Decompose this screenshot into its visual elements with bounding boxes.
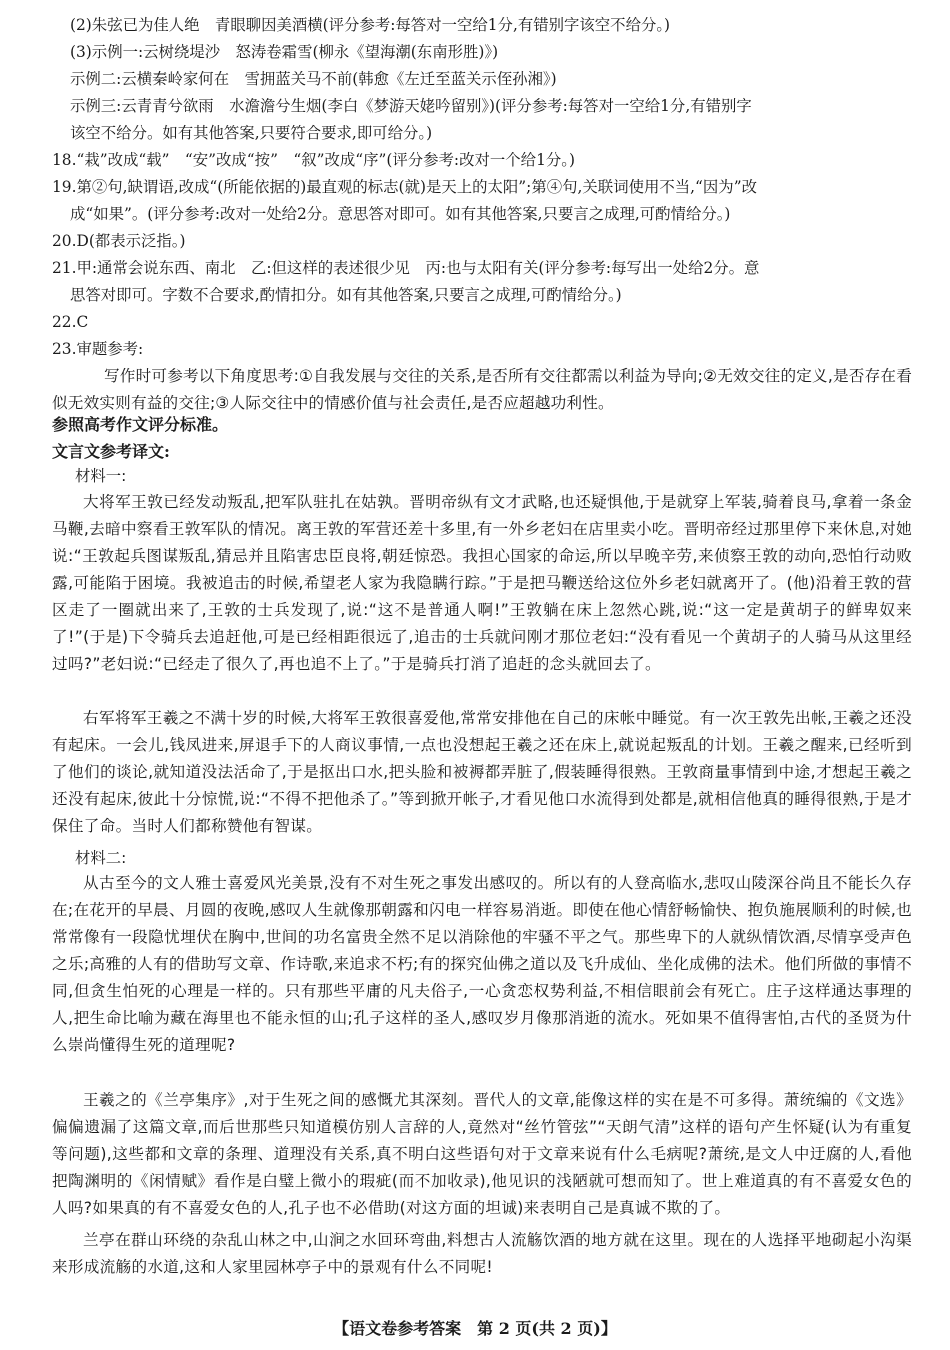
answer-23-paragraph: 写作时可参考以下角度思考:①自我发展与交往的关系,是否所有交往都需以利益为导向;②无效交往的定义,是否存在看似无效实则有益的交往;③人际交往中的情感价值与社会责任,是否应超越功利性。 xyxy=(52,367,912,412)
answer-18: 18.“栽”改成“载” “安”改成“按” “叙”改成“序”(评分参考:改对一个给1分。) xyxy=(52,151,575,169)
material-2-paragraph-3: 兰亭在群山环绕的杂乱山林之中,山涧之水回环弯曲,料想古人流觞饮酒的地方就在这里。现在的人选择平地砌起小沟渠来形成流觞的水道,这和人家里园林亭子中的景观有什么不同呢! xyxy=(52,1231,912,1276)
answer-23: 23.审题参考: xyxy=(52,340,144,358)
material-2-paragraph-1: 从古至今的文人雅士喜爱风光美景,没有不对生死之事发出感叹的。所以有的人登高临水,悲叹山陵深谷尚且不能长久存在;在花开的早晨、月圆的夜晚,感叹人生就像那朝露和闪电一样容易消逝。即使在他心情舒畅愉快、抱负施展顺利的时候,也常常像有一段隐忧埋伏在胸中,世间的功名富贵全然不足以消除他的牢骚不平之气。那些卑下的人就纵情饮酒,尽情享受声色之乐;高雅的人有的借助写文章、作诗歌,来追求不朽;有的探究仙佛之道以及飞升成仙、坐化成佛的法术。他们所做的事情不同,但贪生怕死的心理是一样的。只有那些平庸的凡夫俗子,一心贪恋权势利益,不相信眼前会有死亡。庄子这样通达事理的人,把生命比喻为藏在海里也不能永恒的山;孔子这样的圣人,感叹岁月像那消逝的流水。死如果不值得害怕,古代的圣贤为什么崇尚懂得生死的道理呢? xyxy=(52,874,912,1054)
material-2-paragraph-2: 王羲之的《兰亭集序》,对于生死之间的感慨尤其深刻。晋代人的文章,能像这样的实在是不可多得。萧统编的《文选》偏偏遗漏了这篇文章,而后世那些只知道模仿别人言辞的人,竟然对“丝竹管弦”“天朗气清”这样的语句产生怀疑(认为有重复等问题),这些都和文章的条理、道理没有关系,真不明白这些语句对于文章来说有什么毛病呢?萧统,是文人中迂腐的人,看他把陶渊明的《闲情赋》看作是白璧上微小的瑕疵(而不加收录),他见识的浅陋就可想而知了。世上难道真的有不喜爱女色的人吗?如果真的有不喜爱女色的人,孔子也不必借助(对这方面的坦诚)来表明自己是真诚不欺的了。 xyxy=(52,1091,912,1217)
material-1-paragraph-2: 右军将军王羲之不满十岁的时候,大将军王敦很喜爱他,常常安排他在自己的床帐中睡觉。有一次王敦先出帐,王羲之还没有起床。一会儿,钱凤进来,屏退手下的人商议事情,一点也没想起王羲之还在床上,就说起叛乱的计划。王羲之醒来,已经听到了他们的谈论,就知道没法活命了,于是抠出口水,把头脸和被褥都弄脏了,假装睡得很熟。王敦商量事情到中途,才想起王羲之还没有起床,彼此十分惊慌,说:“不得不把他杀了。”等到掀开帐子,才看见他口水流得到处都是,就相信他真的睡得很熟,于是才保住了命。当时人们都称赞他有智谋。 xyxy=(52,709,912,835)
translation-heading: 文言文参考译文: xyxy=(52,442,170,461)
essay-standard-heading: 参照高考作文评分标准。 xyxy=(52,415,229,434)
answer-17-2: (2)朱弦已为佳人绝 青眼聊因美酒横(评分参考:每答对一空给1分,有错别字该空不给分。) xyxy=(70,16,671,34)
answer-17-3-example-3: 示例三:云青青兮欲雨 水澹澹兮生烟(李白《梦游天姥吟留别》)(评分参考:每答对一空给1分,有错别字 该空不给分。如有其他答案,只要符合要求,即可给分。) xyxy=(70,97,752,142)
answer-17-3-example-1: (3)示例一:云树绕堤沙 怒涛卷霜雪(柳永《望海潮(东南形胜)》) xyxy=(70,43,499,61)
answer-20: 20.D(都表示泛指。) xyxy=(52,232,186,250)
material-1-label: 材料一: xyxy=(75,467,127,485)
material-1-paragraph-1: 大将军王敦已经发动叛乱,把军队驻扎在姑孰。晋明帝纵有文才武略,也还疑惧他,于是就穿上军装,骑着良马,拿着一条金马鞭,去暗中察看王敦军队的情况。离王敦的军营还差十多里,有一外乡老妇在店里卖小吃。晋明帝经过那里停下来休息,对她说:“王敦起兵图谋叛乱,猜忌并且陷害忠臣良将,朝廷惊恐。我担心国家的命运,所以早晚辛劳,来侦察王敦的动向,恐怕行动败露,可能陷于困境。我被追击的时候,希望老人家为我隐瞒行踪。”于是把马鞭送给这位外乡老妇就离开了。(他)沿着王敦的营区走了一圈就出来了,王敦的士兵发现了,说:“这不是普通人啊!”王敦躺在床上忽然心跳,说:“这一定是黄胡子的鲜卑奴来了!”(于是)下令骑兵去追赶他,可是已经相距很远了,追击的士兵就问刚才那位老妇:“没有看见一个黄胡子的人骑马从这里经过吗?”老妇说:“已经走了很久了,再也追不上了。”于是骑兵打消了追赶的念头就回去了。 xyxy=(52,493,912,673)
material-2-label: 材料二: xyxy=(75,849,127,867)
page-footer: 【语文卷参考答案 第 2 页(共 2 页)】 xyxy=(333,1319,617,1338)
answer-17-3-example-2: 示例二:云横秦岭家何在 雪拥蓝关马不前(韩愈《左迁至蓝关示侄孙湘》) xyxy=(70,70,557,88)
answer-19: 19.第②句,缺谓语,改成“(所能依据的)最直观的标志(就)是天上的太阳”;第④句,关联词使用不当,“因为”改 成“如果”。(评分参考:改对一处给2分。意思答对即可。如有其他答案,只要言之成理,可酌情给分。) xyxy=(52,178,757,223)
answer-22: 22.C xyxy=(52,313,89,331)
answer-21: 21.甲:通常会说东西、南北 乙:但这样的表述很少见 丙:也与太阳有关(评分参考:每写出一处给2分。意 思答对即可。字数不合要求,酌情扣分。如有其他答案,只要言之成理,可酌情给分。) xyxy=(52,259,760,304)
